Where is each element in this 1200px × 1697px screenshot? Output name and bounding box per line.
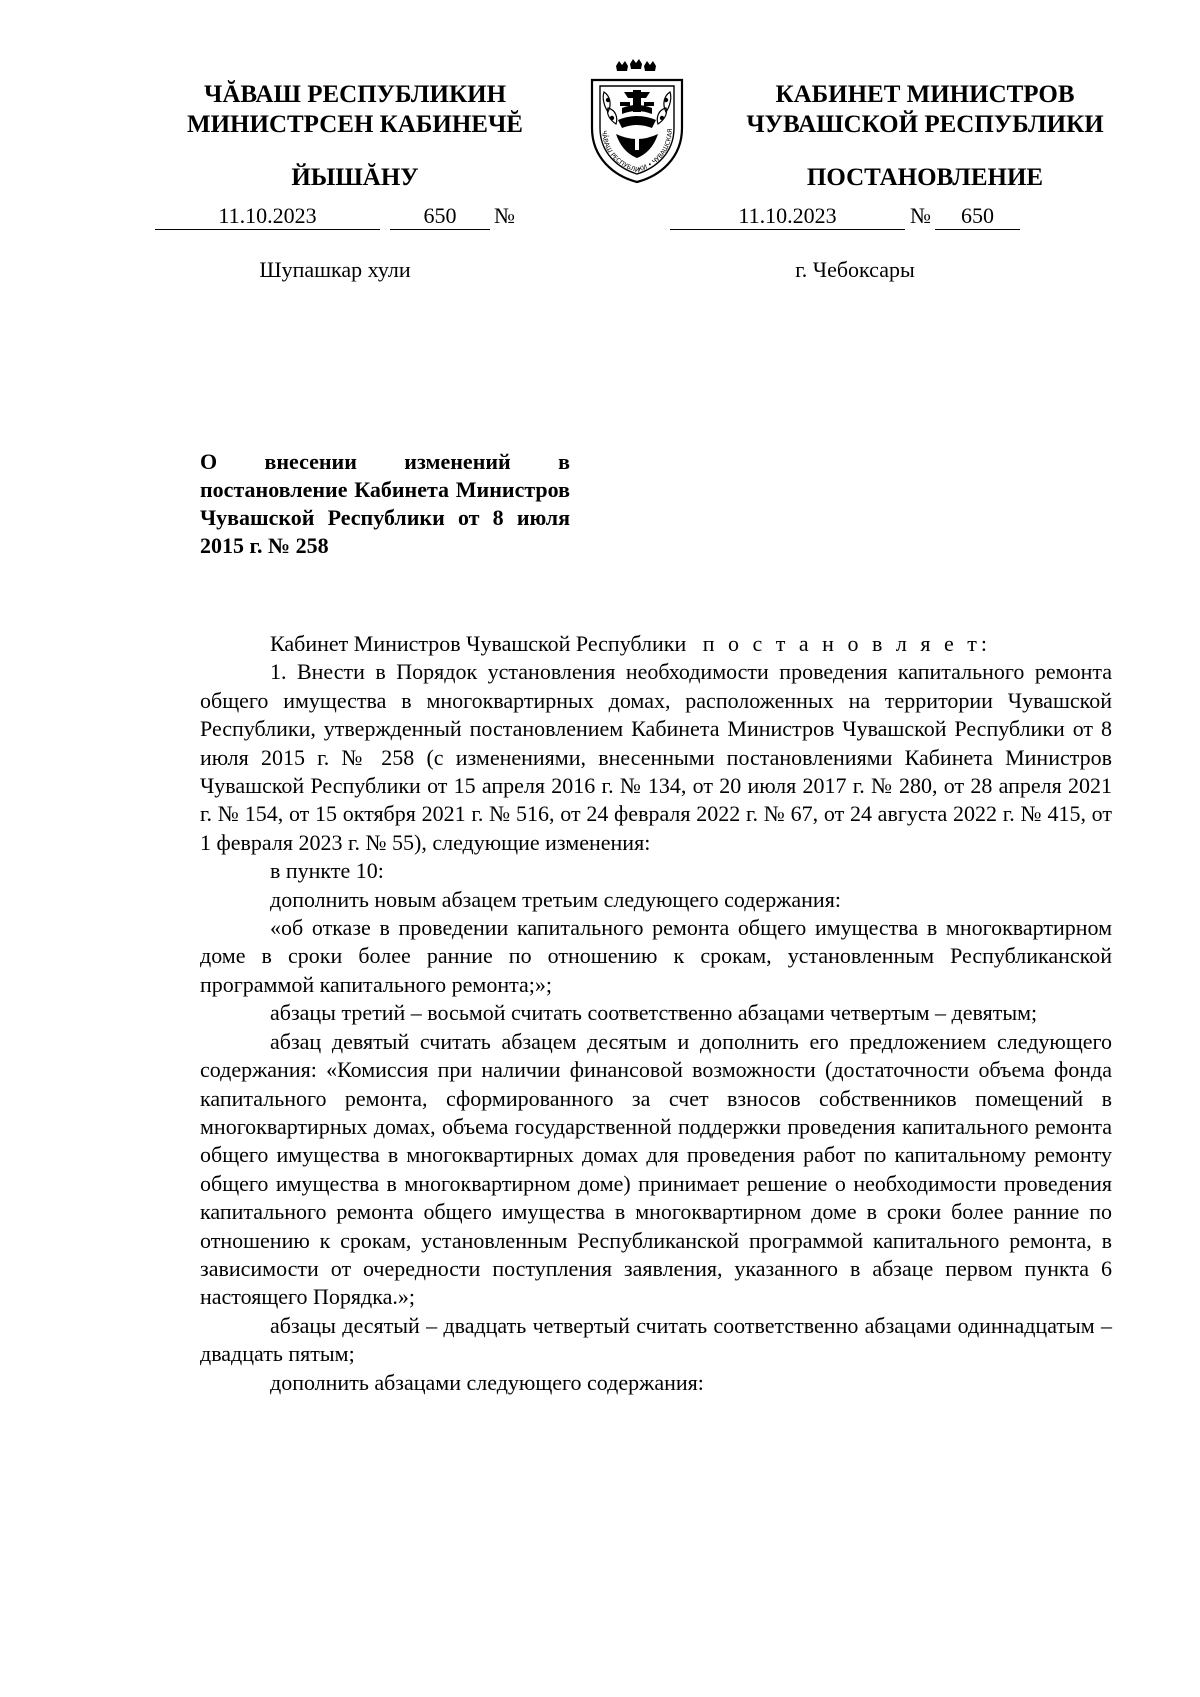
org-name-chuvash-line2: МИНИСТРСЕН КАБИНЕЧĔ bbox=[187, 111, 523, 138]
body-paragraph: 1. Внести в Порядок установления необходимости проведения капитального ремонта общего имущества в многоквартирных домах, расположенных на территории Чувашской Республики, утвержденный постановлением Кабинета Министров Чувашской Республики от 8 июля 2015 г. № 258 (с изменениями, внесенными постановлениями Кабинета Министров Чувашской Республики от 15 апреля 2016 г. № 134, от 20 июля 2017 г. № 280, от 28 апреля 2021 г. № 154, от 15 октября 2021 г. № 516, от 24 февраля 2022 г. № 67, от 24 августа 2022 г. № 415, от 1 февраля 2023 г. № 55), следующие изменения: bbox=[200, 659, 1112, 855]
emblem-ring-text: ЧĂВАШ РЕСПУБЛИКИ • ЧУВАШСКАЯ bbox=[600, 128, 675, 175]
left-date-field bbox=[155, 203, 380, 230]
body-paragraph: абзац девятый считать абзацем десятым и дополнить его предложением следующего содержания: «Комиссия при наличии финансовой возможности (достаточности объема фонда капитального ремонта, сформированного за счет взносов собственников помещений в многоквартирных домах, объема государственной поддержки проведения капитального ремонта общего имущества в многоквартирных домах для проведения работ по капитальному ремонту общего имущества в многоквартирном доме) принимает решение о необходимости проведения капитального ремонта общего имущества в многоквартирном доме в сроки более ранние по отношению к срокам, установленным Республиканской программой капитального ремонта, в зависимости от очередности поступления заявления, указанного в абзаце первом пункта 6 настоящего Порядка.»; bbox=[200, 1028, 1112, 1310]
place-chuvash: Шупашкар хули bbox=[259, 257, 411, 282]
intro-start: Кабинет Министров Чувашской Республики bbox=[270, 631, 687, 656]
left-number-field bbox=[390, 203, 490, 230]
svg-text:ЧĂВАШ РЕСПУБЛИКИ • ЧУВАШСКАЯ Р bbox=[572, 58, 674, 175]
doc-type-russian: ПОСТАНОВЛЕНИЕ bbox=[806, 164, 1044, 191]
document-title: О внесении изменений в постановление Кабинета Министров Чувашской Республики от 8 июля 2015 г. № 258 bbox=[200, 449, 570, 558]
left-number: 650 bbox=[423, 203, 457, 228]
body-paragraph: «об отказе в проведении капитального ремонта общего имущества в многоквартирном доме в сроки более ранние по отношению к срокам, установленным Республиканской программой капитального ремонта;»; bbox=[200, 915, 1112, 997]
org-name-chuvash bbox=[150, 80, 560, 140]
body-paragraph: абзацы третий – восьмой считать соответственно абзацами четвертым – девятым; bbox=[270, 1000, 1038, 1026]
body-paragraph: дополнить новым абзацем третьим следующего содержания: bbox=[270, 886, 841, 912]
intro-paragraph bbox=[200, 630, 1112, 658]
coat-of-arms-emblem bbox=[572, 58, 702, 186]
left-date: 11.10.2023 bbox=[218, 203, 317, 228]
right-number-sign: № bbox=[910, 203, 931, 228]
body-paragraph: дополнить абзацами следующего содержания: bbox=[270, 1369, 704, 1395]
doc-type-chuvash: ЙЫШĂНУ bbox=[291, 164, 419, 191]
place-russian: г. Чебоксары bbox=[795, 257, 915, 282]
org-name-russian-line1: КАБИНЕТ МИНИСТРОВ bbox=[775, 81, 1075, 108]
org-name-chuvash-line1: ЧĂВАШ РЕСПУБЛИКИН bbox=[203, 81, 507, 108]
org-name-russian-line2: ЧУВАШСКОЙ РЕСПУБЛИКИ bbox=[746, 111, 1104, 138]
document-body bbox=[200, 630, 1112, 1397]
right-number-field bbox=[935, 203, 1020, 230]
body-paragraph: в пункте 10: bbox=[270, 858, 384, 884]
right-date: 11.10.2023 bbox=[738, 203, 837, 228]
intro-verb: п о с т а н о в л я е т: bbox=[702, 631, 991, 656]
right-date-field bbox=[670, 203, 905, 230]
org-name-russian bbox=[715, 80, 1135, 140]
left-number-sign: № bbox=[494, 203, 515, 228]
right-number: 650 bbox=[961, 203, 994, 228]
body-paragraph: абзацы десятый – двадцать четвертый считать соответственно абзацами одиннадцатым – двадцать пятым; bbox=[200, 1312, 1112, 1367]
